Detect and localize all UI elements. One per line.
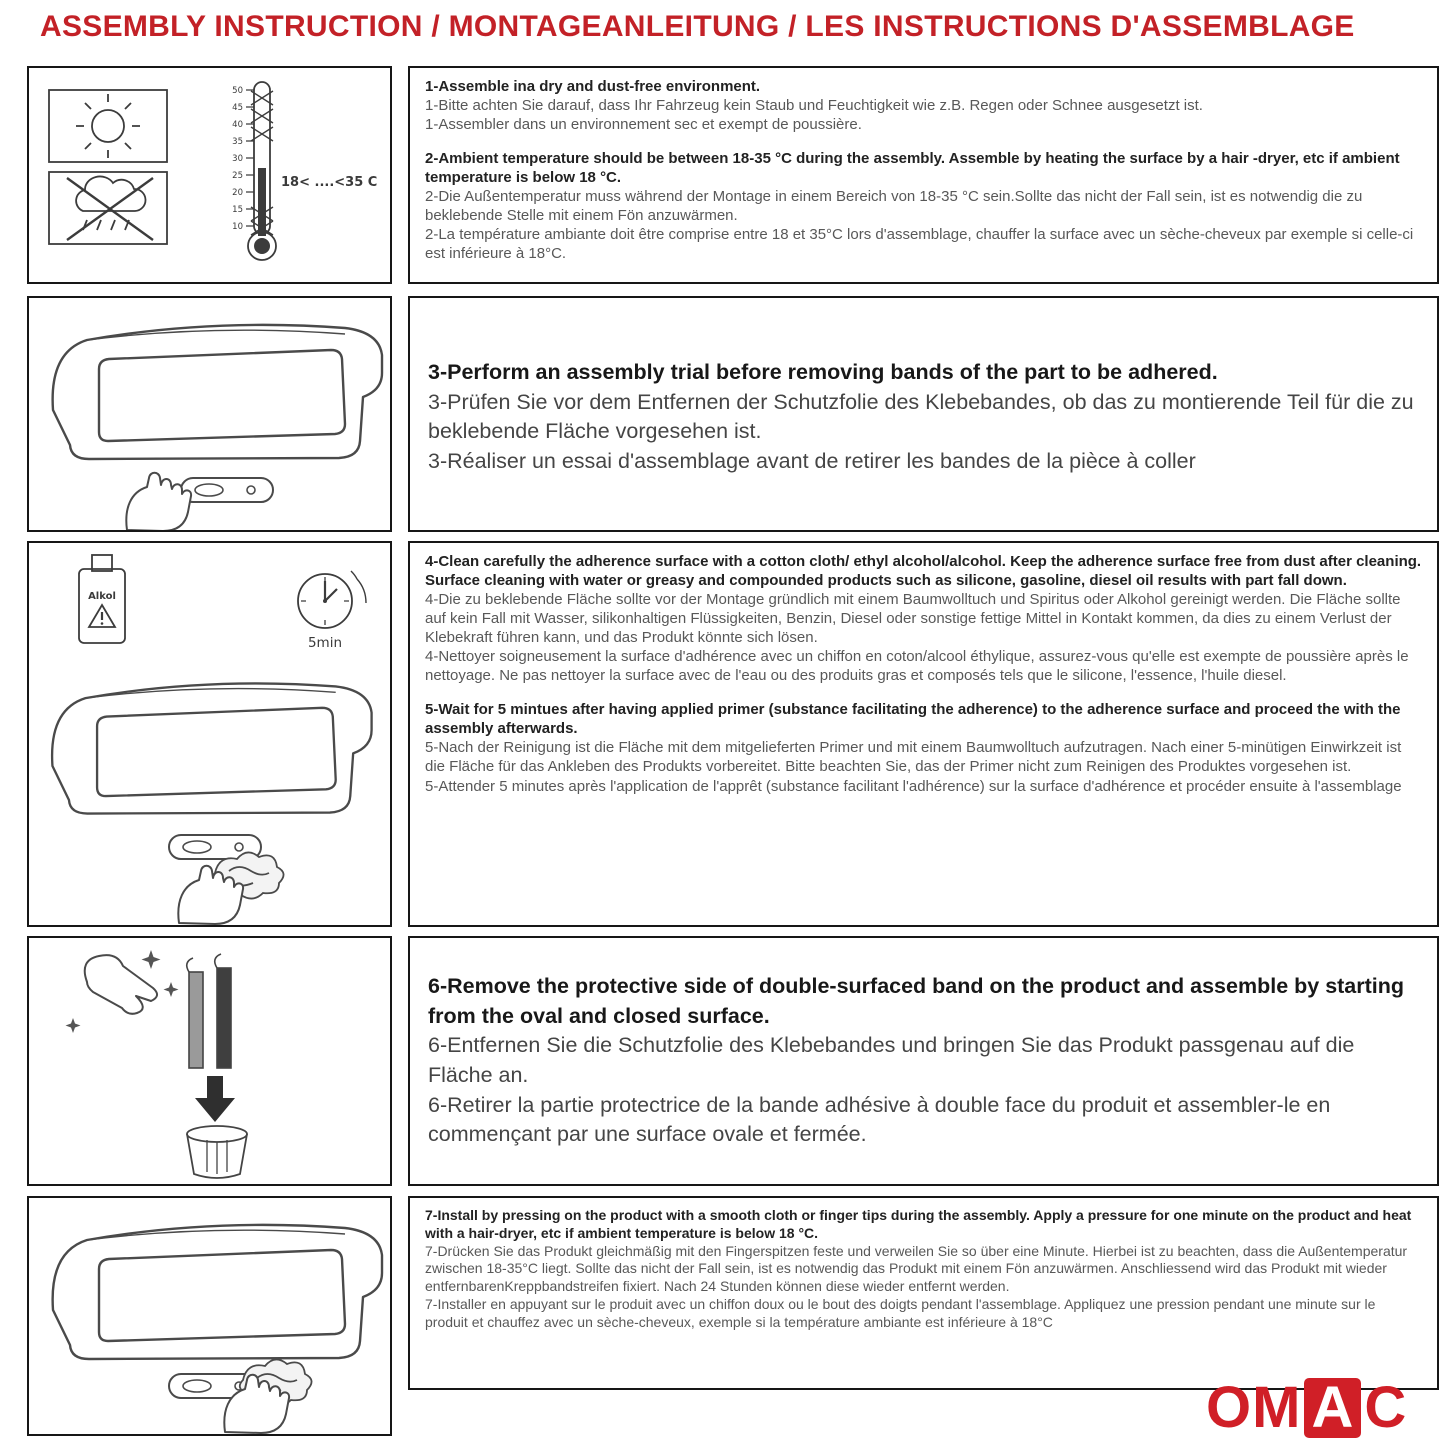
no-rain-icon [49, 172, 167, 244]
instruction-6-fr: 6-Retirer la partie protectrice de la bande adhésive à double face du produit et assembler-le en commençant par une surface ovale et fermée. [428, 1092, 1331, 1147]
svg-text:40: 40 [232, 120, 243, 130]
temperature-range-label: 18< ....<35 C [281, 175, 378, 190]
instruction-5-en: 5-Wait for 5 mintues after having applied primer (substance facilitating the adherence) to the adherence surface and proceed the with the assembly afterwards. [425, 701, 1401, 738]
instructions-step-3 [408, 296, 1439, 532]
svg-text:30: 30 [232, 154, 243, 164]
instruction-5-de: 5-Nach der Reinigung ist die Fläche mit dem mitgelieferten Primer und mit einem Baumwolltuch aufzutragen. Nach einer 5-minütigen Einwirkzeit ist die Fläche für das Ankleben des Produkts vorbereitet. Bitte beachten Sie, das der Primer nicht zum Reinigen des Produktes vorgesehen ist. [425, 739, 1402, 776]
tape-strips-icon [187, 954, 231, 1068]
instruction-3-en: 3-Perform an assembly trial before removing bands of the part to be adhered. [428, 360, 1218, 384]
svg-text:25: 25 [232, 171, 243, 181]
environment-temperature-illustration [29, 68, 390, 282]
svg-text:Alkol: Alkol [88, 591, 116, 602]
instruction-7-fr: 7-Installer en appuyant sur le produit avec un chiffon doux ou le bout des doigts pendant l'assemblage. Appliquez une pression pendant une minute sur le produit et chauffez avec un sèche-cheveux, exemple si la température ambiante est inférieure à 18°C [425, 1295, 1376, 1330]
five-minutes-label: 5min [307, 635, 343, 651]
illustration-assembly-trial [27, 296, 392, 532]
press-install-illustration [29, 1198, 390, 1434]
omac-logo [1206, 1374, 1407, 1441]
illustration-remove-band [27, 936, 392, 1186]
instructions-step-4-5 [408, 541, 1439, 927]
svg-text:50: 50 [232, 86, 243, 96]
instruction-2-de: 2-Die Außentemperatur muss während der Montage in einem Bereich von 18-35 °C sein.Sollte das nicht der Fall sein, ist es notwendig die zu beklebende Stelle mit einem Fön anzuwärmen. [425, 188, 1363, 225]
trim-piece-icon [181, 478, 273, 502]
arrow-down-icon [195, 1076, 235, 1122]
trash-icon [187, 1126, 247, 1178]
instructions-step-6 [408, 936, 1439, 1186]
thermometer-icon [246, 82, 276, 260]
car-trim-trial-illustration [29, 298, 390, 530]
instruction-4-fr: 4-Nettoyer soigneusement la surface d'adhérence avec un chiffon en coton/alcool éthylique, assurez-vous qu'elle est exempte de poussière après le nettoyage. Ne pas nettoyer la surface avec de l'eau ou des produits gras et composés tels que le silicone, l'essence, l'huile diesel. [425, 648, 1409, 685]
instruction-2-fr: 2-La température ambiante doit être comprise entre 18 et 35°C lors d'assemblage, chauffer la surface avec un sèche-cheveux par exemple si celle-ci est inférieure à 18°C. [425, 226, 1414, 263]
clock-icon [298, 571, 366, 628]
svg-text:10: 10 [232, 222, 243, 232]
instruction-4-en: 4-Clean carefully the adherence surface with a cotton cloth/ ethyl alcohol/alcohol. Keep the adherence surface free from dust after cleaning. Surface cleaning with water or greasy and compounded products such as silicone, gasoline, diesel oil results with part fall down. [425, 553, 1422, 590]
instruction-3-de: 3-Prüfen Sie vor dem Entfernen der Schutzfolie des Klebebandes, ob das zu montierende Teil für die zu beklebende Fläche vorgesehen ist. [428, 389, 1414, 444]
remove-band-illustration [29, 938, 390, 1184]
instruction-1-en: 1-Assemble ina dry and dust-free environment. [425, 78, 761, 95]
omac-logo-c: C [1364, 1375, 1408, 1440]
instruction-7-de: 7-Drücken Sie das Produkt gleichmäßig mit den Fingerspitzen feste und verweilen Sie so über eine Minute. Hierbei ist zu beachten, dass die Außentemperatur zwischen 18-35°C liegt. Sollte das nicht der Fall sein, ist es notwendig das Produkt mit einem Fön anzuwärmen. Anschliessend wird das Produkt mit wieder entfernbarenKreppbandstreifen fixiert. Nach 24 Stunden können diese wieder entfernt werden. [425, 1242, 1408, 1295]
instruction-2-en: 2-Ambient temperature should be between 18-35 °C during the assembly. Assemble by heating the surface by a hair -dryer, etc if ambient temperature is below 18 °C. [425, 150, 1400, 187]
thermometer-scale [232, 86, 243, 232]
hand-peeling-icon [85, 955, 157, 1014]
car-trim-panel [52, 683, 371, 813]
instruction-7-en: 7-Install by pressing on the product with a smooth cloth or finger tips during the assembly. Apply a pressure for one minute on the product and heat with a hair-dryer, etc if ambient temperature is below 18 °C. [425, 1207, 1412, 1241]
omac-logo-om: OM [1206, 1375, 1302, 1440]
instruction-3-fr: 3-Réaliser un essai d'assemblage avant de retirer les bandes de la pièce à coller [428, 448, 1196, 473]
cleaning-illustration [29, 543, 390, 925]
alcohol-bottle-icon [79, 555, 125, 643]
page-title: ASSEMBLY INSTRUCTION / MONTAGEANLEITUNG / LES INSTRUCTIONS D'ASSEMBLAGE [40, 10, 1355, 43]
instructions-step-7 [408, 1196, 1439, 1390]
illustration-cleaning [27, 541, 392, 927]
instruction-1-de: 1-Bitte achten Sie darauf, dass Ihr Fahrzeug kein Staub und Feuchtigkeit wie z.B. Regen oder Schnee ausgesetzt ist. [425, 97, 1203, 115]
car-trim-panel [53, 325, 382, 459]
hand-icon [126, 473, 191, 530]
svg-text:35: 35 [232, 137, 243, 147]
svg-text:15: 15 [232, 205, 243, 215]
illustration-press-install [27, 1196, 392, 1436]
instructions-step-1-2 [408, 66, 1439, 284]
instruction-5-fr: 5-Attender 5 minutes après l'application de l'apprêt (substance facilitant l'adhérence) sur la surface d'adhérence et procéder ensuite à l'assemblage [425, 777, 1402, 795]
illustration-environment [27, 66, 392, 284]
car-trim-panel [53, 1225, 382, 1359]
instruction-4-de: 4-Die zu beklebende Fläche sollte vor der Montage gründlich mit einem Baumwolltuch und Spiritus oder Alkohol gereinigt werden. Die Fläche sollte auf kein Fall mit Wasser, silikonhaltigen Flüssigkeiten, Benzin, Diesel oder sonstige fettige Mittel in Kontakt kommen, da dies zu einem Verlust der Klebekraft führen kann, und das Produkt könnte sich lösen. [425, 591, 1401, 647]
svg-text:45: 45 [232, 103, 243, 113]
instruction-1-fr: 1-Assembler dans un environnement sec et exempt de poussière. [425, 116, 862, 134]
warning-icon [89, 605, 115, 627]
instruction-6-de: 6-Entfernen Sie die Schutzfolie des Klebebandes und bringen Sie das Produkt passgenau auf die Fläche an. [428, 1033, 1355, 1087]
omac-logo-a: A [1304, 1378, 1361, 1438]
sun-icon [49, 90, 167, 162]
instruction-6-en: 6-Remove the protective side of double-surfaced band on the product and assemble by starting from the oval and closed surface. [428, 974, 1405, 1028]
svg-text:20: 20 [232, 188, 243, 198]
